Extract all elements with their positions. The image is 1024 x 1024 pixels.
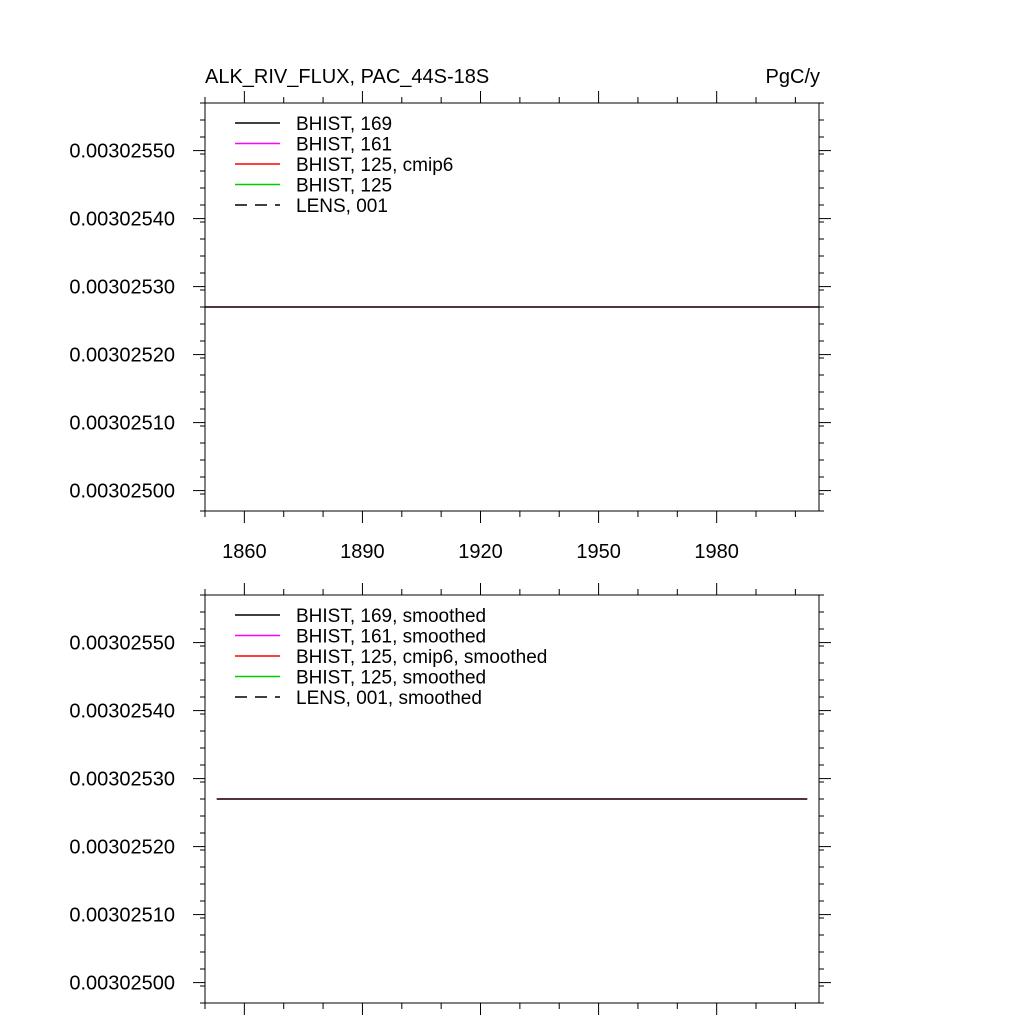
legend-label: BHIST, 125, smoothed	[296, 667, 487, 689]
y-tick-label: 0.00302540	[69, 700, 175, 723]
x-tick-label: 1860	[222, 541, 267, 563]
y-tick-label: 0.00302540	[69, 208, 175, 231]
y-tick-label: 0.00302500	[69, 480, 175, 503]
y-tick-label: 0.00302500	[69, 972, 175, 995]
legend-label: BHIST, 169	[296, 114, 393, 135]
legend-label: LENS, 001	[296, 196, 388, 217]
y-tick-label: 0.00302550	[69, 140, 175, 163]
legend-label: BHIST, 161	[296, 134, 393, 156]
legend-label: BHIST, 161, smoothed	[296, 626, 487, 648]
legend-label: BHIST, 125, cmip6	[296, 155, 454, 176]
legend-label: BHIST, 125	[296, 175, 393, 197]
y-tick-label: 0.00302520	[69, 836, 175, 859]
x-tick-label: 1950	[576, 541, 621, 563]
y-tick-label: 0.00302550	[69, 632, 175, 655]
top-panel	[69, 91, 831, 563]
x-tick-label: 1980	[694, 541, 739, 563]
chart-units: PgC/y	[765, 66, 820, 88]
x-tick-label: 1890	[340, 541, 385, 563]
y-tick-label: 0.00302520	[69, 344, 175, 367]
legend-label: BHIST, 125, cmip6, smoothed	[296, 647, 548, 668]
y-tick-label: 0.00302530	[69, 276, 175, 299]
x-tick-label: 1920	[458, 541, 503, 563]
chart-title: ALK_RIV_FLUX, PAC_44S-18S	[205, 66, 490, 88]
legend-label: LENS, 001, smoothed	[296, 688, 482, 709]
legend-label: BHIST, 169, smoothed	[296, 606, 487, 627]
y-tick-label: 0.00302510	[69, 412, 175, 435]
y-tick-label: 0.00302530	[69, 768, 175, 791]
bottom-panel	[69, 583, 831, 1015]
y-tick-label: 0.00302510	[69, 904, 175, 927]
